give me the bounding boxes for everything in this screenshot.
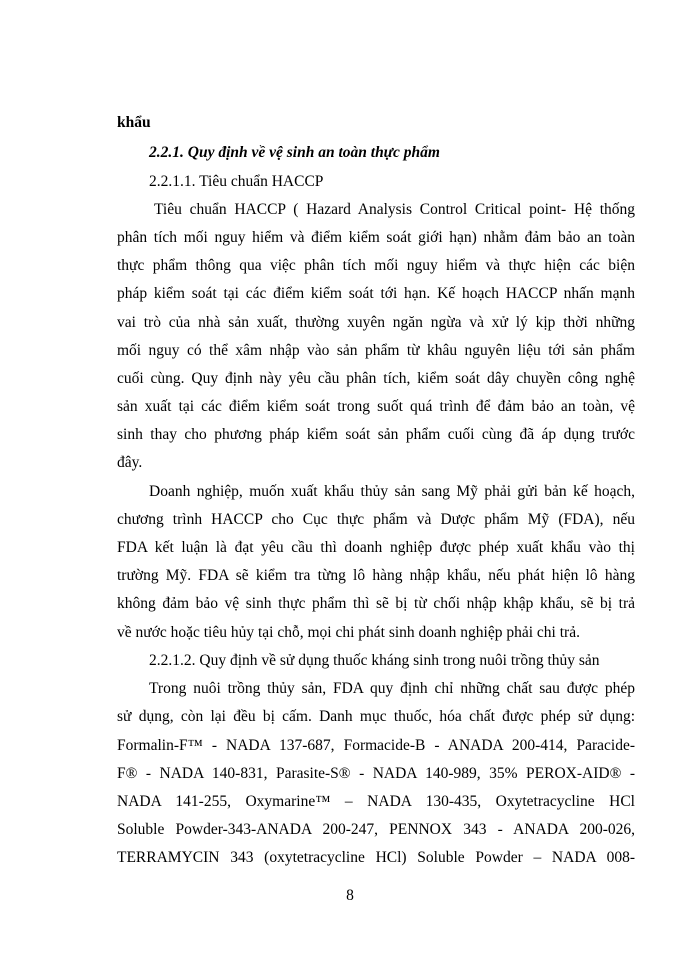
page-number: 8 — [346, 887, 354, 904]
para3-line-2: sử dụng, còn lại đều bị cấm. Danh mục thuốc, hóa chất được phép sử dụng: — [117, 708, 635, 725]
subsection-heading-antibiotics: 2.2.1.2. Quy định về sử dụng thuốc kháng sinh trong nuôi trồng thủy sản — [149, 652, 600, 669]
para2-line-3: FDA kết luận là đạt yêu cầu thì doanh nghiệp được phép xuất khẩu vào thị — [117, 539, 635, 556]
para3-line-5: NADA 141-255, Oxymarine™ – NADA 130-435, Oxytetracycline HCl — [117, 793, 635, 810]
para1-line-7: cuối cùng. Quy định này yêu cầu phân tích, kiểm soát dây chuyền công nghệ — [117, 370, 635, 387]
para2-line-2: chương trình HACCP cho Cục thực phẩm và Dược phẩm Mỹ (FDA), nếu — [117, 511, 635, 528]
para3-line-6: Soluble Powder-343-ANADA 200-247, PENNOX 343 - ANADA 200-026, — [117, 821, 635, 838]
para3-line-3: Formalin-F™ - NADA 137-687, Formacide-B - ANADA 200-414, Paracide- — [117, 737, 635, 754]
carryover-word: khẩu — [117, 114, 151, 131]
para3-line-7: TERRAMYCIN 343 (oxytetracycline HCl) Soluble Powder – NADA 008- — [117, 849, 635, 866]
para1-line-8: sản xuất tại các điểm kiểm soát trong suốt quá trình để đảm bảo an toàn, vệ — [117, 398, 635, 415]
para2-line-5: không đảm bảo vệ sinh thực phẩm thì sẽ bị từ chối nhập khập khẩu, sẽ bị trả — [117, 595, 635, 612]
para1-line-5: vai trò của nhà sản xuất, thường xuyên ngăn ngừa và xử lý kịp thời những — [117, 314, 635, 331]
para3-line-4: F® - NADA 140-831, Parasite-S® - NADA 140-989, 35% PEROX-AID® - — [117, 765, 635, 782]
para1-line-1: Tiêu chuẩn HACCP ( Hazard Analysis Control Critical point- Hệ thống — [154, 201, 635, 218]
para3-line-1: Trong nuôi trồng thủy sản, FDA quy định chỉ những chất sau được phép — [149, 680, 635, 697]
para1-line-6: mối nguy có thể xâm nhập vào sản phẩm từ khâu nguyên liệu tới sản phẩm — [117, 342, 635, 359]
para1-line-2: phân tích mối nguy hiểm và điểm kiểm soát giới hạn) nhằm đảm bảo an toàn — [117, 229, 635, 246]
para1-line-4: pháp kiểm soát tại các điểm kiểm soát tới hạn. Kế hoạch HACCP nhấn mạnh — [117, 285, 635, 302]
subsection-heading-haccp: 2.2.1.1. Tiêu chuẩn HACCP — [149, 173, 324, 190]
para2-line-6: về nước hoặc tiêu hủy tại chỗ, mọi chi phát sinh doanh nghiệp phải chi trả. — [117, 624, 580, 641]
para2-line-4: trường Mỹ. FDA sẽ kiểm tra từng lô hàng nhập khẩu, nếu phát hiện lô hàng — [117, 567, 635, 584]
para2-line-1: Doanh nghiệp, muốn xuất khẩu thủy sản sang Mỹ phải gửi bản kế hoạch, — [149, 483, 635, 500]
section-heading: 2.2.1. Quy định về vệ sinh an toàn thực phẩm — [149, 144, 440, 161]
para1-line-3: thực phẩm thông qua việc phân tích mối nguy hiểm và thực hiện các biện — [117, 257, 635, 274]
para1-line-9: sinh thay cho phương pháp kiểm soát sản phẩm cuối cùng đã áp dụng trước — [117, 426, 635, 443]
para1-line-10: đây. — [117, 454, 143, 471]
